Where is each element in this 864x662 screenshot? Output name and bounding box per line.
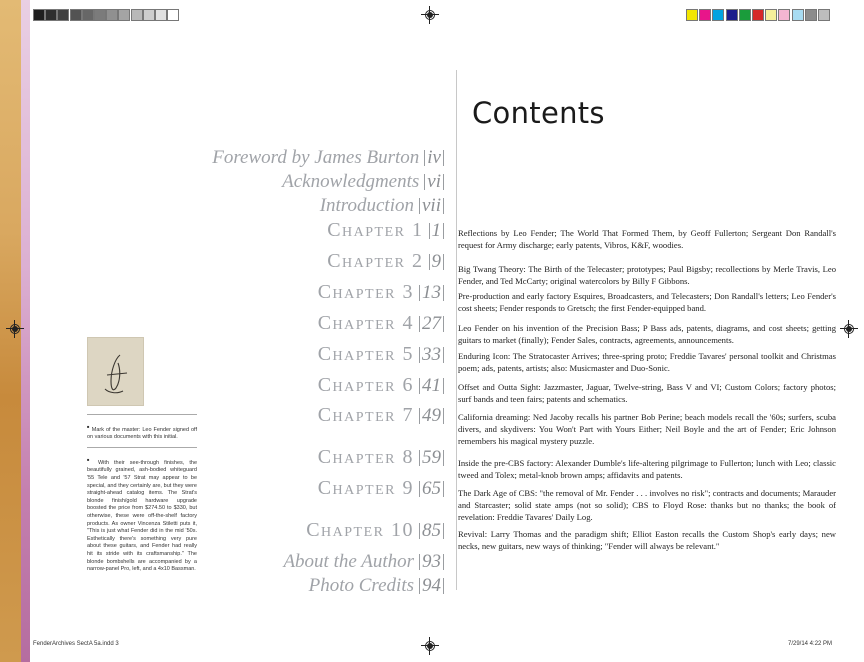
toc-entry	[318, 281, 444, 304]
toc-entry-page: 1	[429, 223, 445, 239]
toc-entry-label: Chapter 3	[317, 281, 414, 303]
toc-entry	[327, 219, 444, 242]
toc-entry-label: Chapter 5	[317, 343, 414, 365]
signature-caption: ■ Mark of the master: Leo Fender signed off on various documents with this initial.	[87, 424, 198, 441]
gray-swatch	[155, 9, 167, 21]
sidebar-rule-top	[87, 414, 197, 415]
color-swatch	[712, 9, 724, 21]
toc-entry	[212, 147, 444, 169]
chapter-description: Big Twang Theory: The Birth of the Telecaster; prototypes; Paul Bigsby; recollections by Merle Travis, Leo Fender, and Ted McCarty; original watercolors by Billy F Gibbons.	[458, 264, 836, 286]
toc-entry-label: Chapter 1	[327, 219, 424, 241]
chapter-description: Pre-production and early factory Esquires, Broadcasters, and Telecasters; Don Randall's letters; Leo Fender's cost sheets; Fender responds to Gretsch; the first Fender-equipped band.	[458, 291, 836, 313]
color-swatch	[739, 9, 751, 21]
toc-entry	[318, 343, 444, 366]
toc-entry-label: About the Author	[283, 551, 414, 572]
signature-caption-text: Mark of the master: Leo Fender signed off on various documents with this initial.	[87, 426, 198, 441]
toc-entry-page: 13	[419, 285, 444, 301]
sidebar-note-text: With their see-through finishes, the beautifully grained, ash-bodied whiteguard '55 Tele and '57 Strat may appear to be special, and they certainly are, but they were straight-ahead catalog items. The Strat's blonde finish/gold hardware upgrade boosted the price from $274.50 to $330, but otherwise, these were off-the-shelf factory products. As owner Vincenza Stiletti puts it, "This is just what Fender did in the mid '50s. Esthetically there's something very pure about these guitars, and Fender had really hit its stride with its craftsmanship." The blonde bombshells are accompanied by a narrow-panel Pro, left, and a 4x10 Bassman.	[87, 459, 198, 573]
toc-entry	[306, 519, 444, 542]
toc-entry-label: Acknowledgments	[282, 171, 420, 192]
toc-entry-label: Introduction	[319, 195, 414, 216]
toc-entry-label: Chapter 2	[327, 250, 424, 272]
registration-mark-left-icon	[9, 323, 21, 335]
toc-entry	[283, 551, 444, 573]
slug-date: 7/29/14 4:22 PM	[788, 641, 833, 647]
toc-entry	[320, 195, 444, 217]
sidebar-rule-bottom	[87, 447, 197, 448]
color-swatch	[686, 9, 698, 21]
chapter-description: Reflections by Leo Fender; The World That Formed Them, by Geoff Fullerton; Sergeant Don Randall's request for Army discharge; early patents, Vibros, K&F, woodies.	[458, 228, 836, 250]
sidebar-note: ■ With their see-through finishes, the beautifully grained, ash-bodied whiteguard '55 Tele and '57 Strat may appear to be special, and they certainly are, but they were straight-ahead catalog items. The Strat's blonde finish/gold hardware upgrade boosted the price from $274.50 to $330, but otherwise, these were off-the-shelf factory products. As owner Vincenza Stiletti puts it, "This is just what Fender did in the mid '50s. Esthetically there's something very pure about these guitars, and Fender had really hit its stride with its craftsmanship." The blonde bombshells are accompanied by a narrow-panel Pro, left, and a 4x10 Bassman.	[87, 457, 198, 573]
toc-entry-page: 94	[419, 578, 444, 594]
toc-entry-page: 59	[419, 450, 444, 466]
toc-entry-label: Photo Credits	[308, 575, 414, 596]
toc-entry	[309, 575, 444, 597]
toc-entry-label: Chapter 6	[317, 374, 414, 396]
gray-swatch	[106, 9, 118, 21]
chapter-description: The Dark Age of CBS: "the removal of Mr. Fender . . . involves no risk"; contracts and documents; Marauder and Starcaster; solid state amps (not so solid); CBS to Floyd Rose: thanks but no thanks; the book of revelation: Freddie Tavares' Daily Log.	[458, 488, 836, 522]
gray-swatch	[82, 9, 94, 21]
gray-swatch	[118, 9, 130, 21]
toc-entry-page: 9	[429, 254, 445, 270]
toc-entry-label: Chapter 7	[317, 404, 414, 426]
color-swatch	[805, 9, 817, 21]
toc-entry-page: 27	[419, 316, 444, 332]
chapter-description: California dreaming: Ned Jacoby recalls his partner Bob Perine; beach models recall the '60s; surfers, scuba divers, and skydivers: You Won't Part with Yours Either; Neil Boyle and the art of Fender; Eric Johnson remembers his magical mystery puzzle.	[458, 412, 836, 446]
gray-swatch	[33, 9, 45, 21]
gray-swatch	[57, 9, 69, 21]
toc-entry	[318, 312, 444, 335]
toc-entry	[318, 446, 444, 469]
leo-fender-initial-signature	[87, 337, 144, 406]
gray-swatch	[94, 9, 106, 21]
toc-entry	[282, 171, 444, 193]
column-divider	[456, 70, 457, 590]
toc-entry-page: vi	[424, 174, 444, 190]
toc-entry	[318, 477, 444, 500]
gray-swatch	[45, 9, 57, 21]
color-swatch	[752, 9, 764, 21]
chapter-description: Inside the pre-CBS factory: Alexander Dumble's life-altering pilgrimage to Fullerton; lunch with Leo; classic tweed and Tolex; metal-knob brown amps; affidavits and patents.	[458, 458, 836, 480]
page-title: Contents	[472, 96, 605, 130]
chapter-description: Revival: Larry Thomas and the paradigm shift; Elliot Easton recalls the Custom Shop's early days; new necks, new guitars, new ways of thinking; "Fender will always be relevant."	[458, 529, 836, 551]
left-bleed-pink-strip	[21, 0, 30, 662]
toc-entry-label: Foreword by James Burton	[212, 147, 420, 168]
color-swatch	[765, 9, 777, 21]
gray-swatch	[167, 9, 179, 21]
gray-swatch	[131, 9, 143, 21]
chapter-description: Offset and Outta Sight: Jazzmaster, Jaguar, Twelve-string, Bass V and VI; Custom Colors; factory photos; surf bands and teen fairs; patents and schematics.	[458, 382, 836, 404]
slug-file-name: FenderArchives SectA 5a.indd 3	[33, 641, 119, 647]
toc-entry-page: 41	[419, 378, 444, 394]
color-swatch	[792, 9, 804, 21]
registration-mark-right-icon	[843, 323, 855, 335]
toc-entry-label: Chapter 10	[306, 519, 414, 541]
toc-entry-label: Chapter 9	[317, 477, 414, 499]
toc-entry-page: vii	[419, 198, 444, 214]
toc-entry-label: Chapter 4	[317, 312, 414, 334]
toc-entry-label: Chapter 8	[317, 446, 414, 468]
gray-swatch	[70, 9, 82, 21]
toc-entry	[327, 250, 444, 273]
toc-entry-page: 93	[419, 554, 444, 570]
color-swatch	[726, 9, 738, 21]
toc-entry-page: 49	[419, 408, 444, 424]
registration-mark-bottom-icon	[424, 640, 436, 652]
chapter-description: Enduring Icon: The Stratocaster Arrives; three-spring proto; Freddie Tavares' personal toolkit and Christmas poem; ads, patents, artists; also: Musicmaster and Duo-Sonic.	[458, 351, 836, 373]
color-swatch	[818, 9, 830, 21]
registration-mark-top-icon	[424, 9, 436, 21]
toc-entry	[318, 404, 444, 427]
toc-entry-page: 33	[419, 347, 444, 363]
gray-swatch	[143, 9, 155, 21]
color-swatch	[699, 9, 711, 21]
color-swatch	[778, 9, 790, 21]
toc-entry-page: 65	[419, 481, 444, 497]
chapter-description: Leo Fender on his invention of the Precision Bass; P Bass ads, patents, diagrams, and cost sheets; getting guitars to market (finally); Fender Sales, contracts, agreements, announcements.	[458, 323, 836, 345]
toc-entry-page: 85	[419, 523, 444, 539]
toc-entry-page: iv	[424, 150, 444, 166]
toc-entry	[318, 374, 444, 397]
